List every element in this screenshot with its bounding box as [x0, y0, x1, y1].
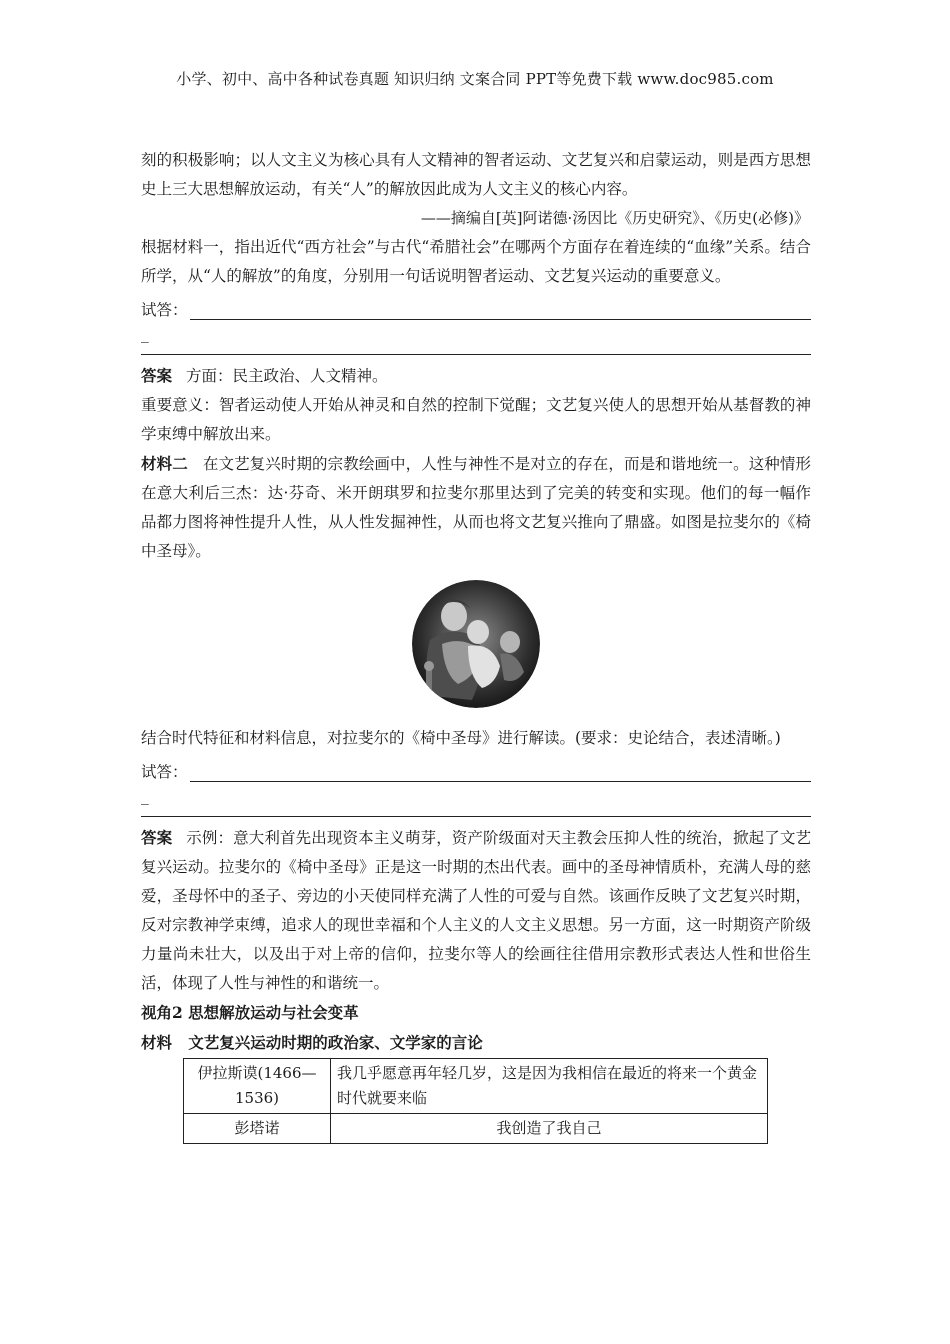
answer-text: 方面：民主政治、人文精神。: [186, 367, 388, 385]
material-title-line: [141, 1028, 811, 1058]
material-label: 材料: [141, 1033, 173, 1052]
speaker-name: 彭塔诺: [184, 1114, 331, 1144]
speaker-name: 伊拉斯谟(1466—1536): [184, 1059, 331, 1114]
answer-line-1: [141, 291, 811, 320]
material1-answer: [141, 361, 811, 391]
madonna-della-seggiola-image: [412, 580, 540, 708]
material1-answer-significance: 重要意义：智者运动使人开始从神灵和自然的控制下觉醒；文艺复兴使人的思想开始从基督教的神学束缚中解放出来。: [141, 396, 811, 443]
answer-blank-rule-2[interactable]: [141, 810, 811, 817]
answer-blank[interactable]: [190, 299, 811, 320]
answer-blank-rule[interactable]: [141, 348, 811, 355]
quote-text: 我几乎愿意再年轻几岁，这是因为我相信在最近的将来一个黄金时代就要来临: [331, 1059, 768, 1114]
answer-text-2: 示例：意大利首先出现资本主义萌芽，资产阶级面对天主教会压抑人性的统治，掀起了文艺复兴运动。拉斐尔的《椅中圣母》正是这一时期的杰出代表。画中的圣母神情质朴，充满人母的慈爱，圣母怀中的圣子、旁边的小天使同样充满了人性的可爱与自然。该画作反映了文艺复兴时期，反对宗教神学束缚，追求人的现世幸福和个人主义的人文主义思想。另一方面，这一时期资产阶级力量尚未壮大，以及出于对上帝的信仰，拉斐尔等人的绘画往往借用宗教形式表达人性和世俗生活，体现了人性与神性的和谐统一。: [141, 829, 811, 992]
material2-label: 材料二: [141, 454, 188, 473]
painting-container: [141, 566, 811, 724]
try-label-2: 试答：: [141, 763, 188, 781]
table-row: [184, 1114, 768, 1144]
section-heading: 视角2 思想解放运动与社会变革: [141, 1003, 359, 1022]
answer-line-2: [141, 753, 811, 782]
table-row: [184, 1059, 768, 1114]
answer-label: 答案: [141, 366, 173, 385]
material2-text: 在文艺复兴时期的宗教绘画中，人性与神性不是对立的存在，而是和谐地统一。这种情形在意大利后三杰：达·芬奇、米开朗琪罗和拉斐尔那里达到了完美的转变和实现。他们的每一幅作品都力图将神性提升人性，从人性发掘神性，从而也将文艺复兴推向了鼎盛。如图是拉斐尔的《椅中圣母》。: [141, 455, 811, 560]
try-label: 试答：: [141, 301, 188, 319]
material2-answer: [141, 823, 811, 998]
answer-blank-2[interactable]: [190, 761, 811, 782]
material2-paragraph: [141, 449, 811, 566]
quotes-table: [183, 1058, 768, 1144]
material2-question: 结合时代特征和材料信息，对拉斐尔的《椅中圣母》进行解读。(要求：史论结合，表述清晰。): [141, 729, 781, 747]
continuation-dash: _: [141, 325, 149, 343]
quote-text: 我创造了我自己: [331, 1114, 768, 1144]
page-header: 小学、初中、高中各种试卷真题 知识归纳 文案合同 PPT等免费下载 www.doc985.com: [176, 70, 774, 88]
answer-label-2: 答案: [141, 828, 173, 847]
material1-question: 根据材料一，指出近代“西方社会”与古代“希腊社会”在哪两个方面存在着连续的“血缘”关系。结合所学，从“人的解放”的角度，分别用一句话说明智者运动、文艺复兴运动的重要意义。: [141, 238, 811, 285]
material1-tail: 刻的积极影响；以人文主义为核心具有人文精神的智者运动、文艺复兴和启蒙运动，则是西方思想史上三大思想解放运动，有关“人”的解放因此成为人文主义的核心内容。: [141, 151, 811, 198]
continuation-dash-2: _: [141, 787, 149, 805]
document-body: [141, 146, 811, 1144]
material-title: 文艺复兴运动时期的政治家、文学家的言论: [188, 1033, 483, 1052]
material1-source: ——摘编自[英]阿诺德·汤因比《历史研究》、《历史(必修)》: [420, 209, 809, 227]
